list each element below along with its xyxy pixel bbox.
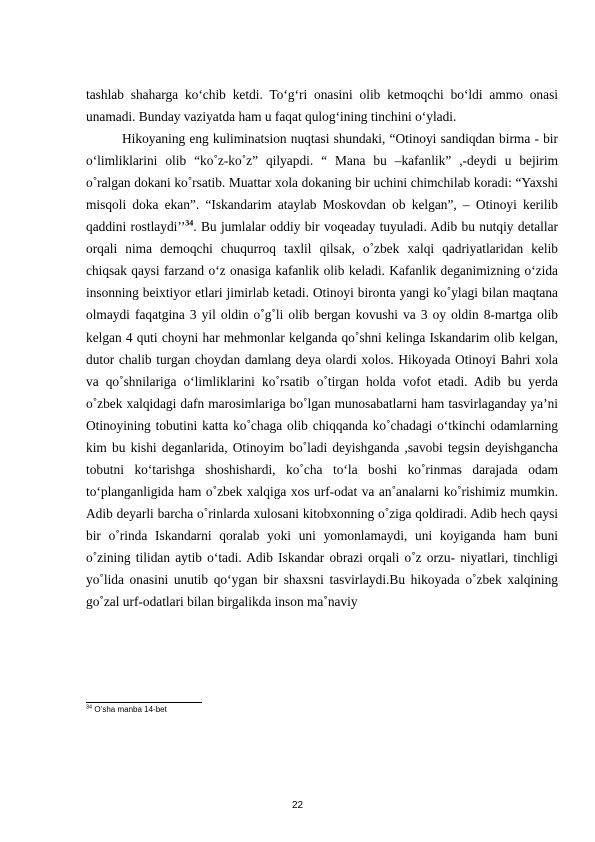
footnote bbox=[86, 705, 167, 715]
paragraph-main-text-b: . Bu jumlalar oddiy bir voqeaday tuyuladi. Adib bu nutqiy detallar orqali nima demoqchi chuqurroq taxlil qilsak, o˚zbek xalqi qadriyatlaridan kelib chiqsak qaysi farzand o‘z onasiga kafanlik olib keladi. Kafanlik deganimizning o‘zida insonning beixtiyor etlari jimirlab ketadi. Otinoyi bironta yangi ko˚ylagi bilan maqtana olmaydi faqatgina 3 yil oldin o˚g˚li olib bergan kovushi va 3 oy oldin 8-martga olib kelgan 4 quti choyni har mehmonlar kelganda qo˚shni kelinga Iskandarim olib kelgan, dutor chalib turgan choydan damlang deya olardi xolos. Hikoyada Otinoyi Bahri xola va qo˚shnilariga o‘limliklarini ko˚rsatib o˚tirgan holda vofot etadi. Adib bu yerda o˚zbek xalqidagi dafn marosimlariga bo˚lgan munosabatlarni ham tasvirlaganday ya’ni Otinoyining tobutini katta ko˚chaga olib chiqqanda ko˚chadagi o‘tkinchi odamlarning kim bu kishi deganlarida, Otinoyim bo˚ladi deyishganda ,savobi tegsin deyishgancha tobutni ko‘tarishga shoshishardi, ko˚cha to‘la boshi ko˚rinmas darajada odam to‘planganligida ham o˚zbek xalqiga xos urf-odat va an˚analarni ko˚rishimiz mumkin. Adib deyarli barcha o˚rinlarda xulosani kitobxonning o˚ziga qoldiradi. Adib hech qaysi bir o˚rinda Iskandarni qoralab yoki uni yomonlamaydi, uni koyiganda ham buni o˚zining tilidan aytib o‘tadi. Adib Iskandar obrazi orqali o˚z orzu- niyatlari, tinchligi yo˚lida onasini unutib qo‘ygan bir shaxsni tasvirlaydi.Bu hikoyada o˚zbek xalqining go˚zal urf-odatlari bilan birgalikda inson ma˚naviy bbox=[86, 219, 558, 610]
footnote-separator bbox=[86, 702, 202, 703]
paragraph-main-text-a: Hikoyaning eng kuliminatsion nuqtasi shundaki, “Otinoyi sandiqdan birma - bir o‘limliklarini olib “ko˚z-ko˚z” qilyapdi. “ Mana bu –kafanlik” ,-deydi u bejirim o˚ralgan dokani ko˚rsatib. Muattar xola dokaning bir uchini chimchilab koradi: “Yaxshi misqoli doka ekan”. “Iskandarim ataylab Moskovdan ob kelgan”, – Otinoyi kerilib qaddini rostlaydi’’ bbox=[86, 131, 558, 235]
footnote-reference[interactable]: 34 bbox=[185, 218, 194, 228]
footnote-mark: 34 bbox=[86, 704, 93, 711]
paragraph-main bbox=[86, 128, 558, 613]
page-number: 22 bbox=[291, 800, 304, 811]
body-text bbox=[86, 84, 558, 613]
footnote-text: O‘sha manba 14-bet bbox=[92, 705, 167, 714]
paragraph-continuation: tashlab shaharga ko‘chib ketdi. To‘g‘ri onasini olib ketmoqchi bo‘ldi ammo onasi unamadi. Bunday vaziyatda ham u faqat qulog‘ining tinchini o‘yladi. bbox=[86, 87, 558, 125]
